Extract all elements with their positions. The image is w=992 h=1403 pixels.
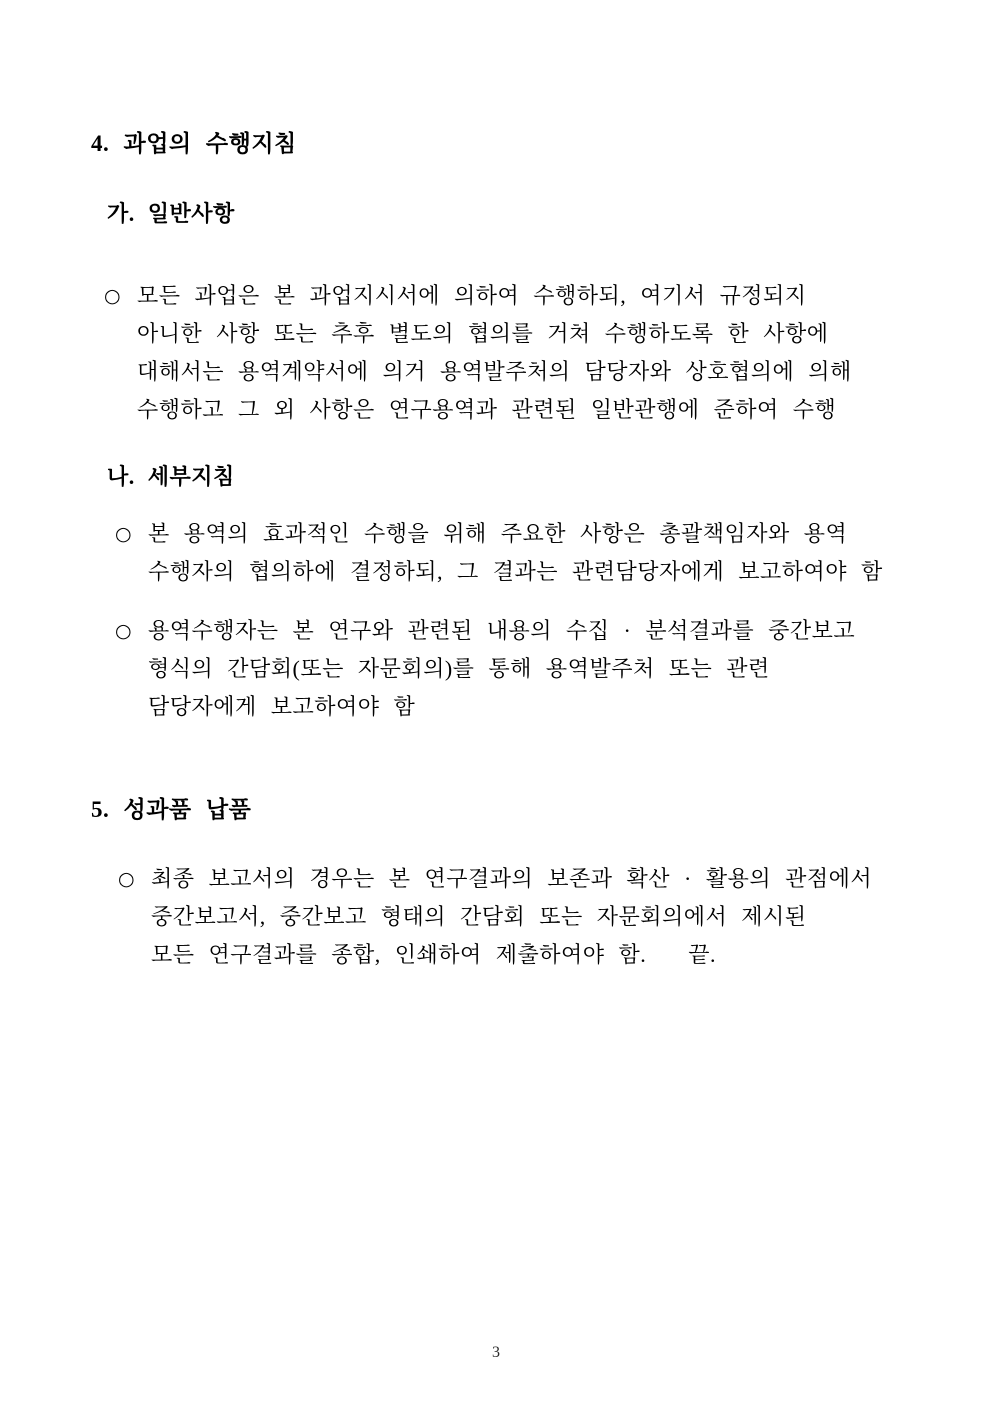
circle-bullet-icon: ○ (104, 285, 121, 307)
bullet-text-line: 중간보고서, 중간보고 형태의 간담회 또는 자문회의에서 제시된 (151, 904, 807, 929)
bullet-text-line: 수행자의 협의하에 결정하되, 그 결과는 관련담당자에게 보고하여야 함 (148, 559, 883, 584)
bullet-item-general-1 (104, 277, 852, 429)
circle-bullet-icon: ○ (115, 620, 132, 642)
bullet-text-line: 수행하고 그 외 사항은 연구용역과 관련된 일반관행에 준하여 수행 (137, 397, 837, 422)
bullet-item-detail-1 (115, 515, 883, 591)
bullet-text-line: 대해서는 용역계약서에 의거 용역발주처의 담당자와 상호협의에 의해 (137, 359, 852, 384)
section-4b-heading: 나. 세부지침 (107, 464, 235, 489)
bullet-text-line: 형식의 간담회(또는 자문회의)를 통해 용역발주처 또는 관련 (148, 656, 770, 681)
bullet-text-line: 용역수행자는 본 연구와 관련된 내용의 수집 · 분석결과를 중간보고 (148, 618, 856, 643)
circle-bullet-icon: ○ (115, 523, 132, 545)
bullet-text-line: 아니한 사항 또는 추후 별도의 협의를 거쳐 수행하도록 한 사항에 (137, 321, 829, 346)
bullet-text-line: 모든 연구결과를 종합, 인쇄하여 제출하여야 함. 끝. (151, 942, 717, 967)
bullet-text-line: 본 용역의 효과적인 수행을 위해 주요한 사항은 총괄책임자와 용역 (148, 521, 848, 546)
section-4a-heading: 가. 일반사항 (107, 201, 235, 226)
bullet-text-line: 최종 보고서의 경우는 본 연구결과의 보존과 확산 · 활용의 관점에서 (151, 866, 873, 891)
section-4-heading: 4. 과업의 수행지침 (91, 131, 297, 156)
page-number: 3 (492, 1344, 500, 1361)
bullet-item-detail-2 (115, 612, 856, 726)
bullet-text-line: 담당자에게 보고하여야 함 (148, 694, 416, 719)
bullet-item-delivery-1 (118, 860, 873, 974)
section-5-heading: 5. 성과품 납품 (91, 797, 252, 822)
bullet-text-line: 모든 과업은 본 과업지시서에 의하여 수행하되, 여기서 규정되지 (137, 283, 807, 308)
circle-bullet-icon: ○ (118, 868, 135, 890)
